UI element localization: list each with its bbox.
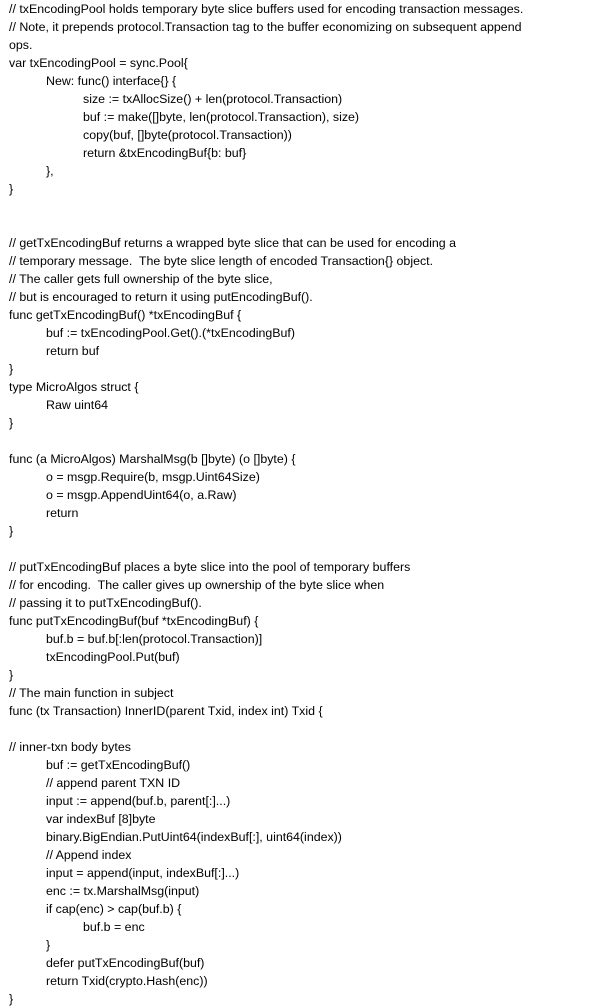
code-line: txEncodingPool.Put(buf): [46, 650, 180, 664]
code-line: return Txid(crypto.Hash(enc)): [46, 974, 208, 988]
blank-line: [9, 540, 587, 558]
code-document: [9, 0, 587, 1008]
code-line: func (tx Transaction) InnerID(parent Txid, index int) Txid {: [9, 704, 323, 718]
code-line: Raw uint64: [46, 398, 108, 412]
code-line: }: [9, 362, 14, 376]
code-line: // passing it to putTxEncodingBuf().: [9, 596, 202, 610]
code-line: // temporary message. The byte slice length of encoded Transaction{} object.: [9, 254, 434, 268]
code-line: }: [9, 182, 14, 196]
code-line: // txEncodingPool holds temporary byte slice buffers used for encoding transaction messages.: [9, 2, 524, 16]
code-line: func getTxEncodingBuf() *txEncodingBuf {: [9, 308, 242, 322]
code-line: buf := make([]byte, len(protocol.Transaction), size): [83, 110, 360, 124]
code-line: var indexBuf [8]byte: [46, 812, 156, 826]
code-line: },: [46, 164, 54, 178]
blank-line: [9, 432, 587, 450]
code-line: return &txEncodingBuf{b: buf}: [83, 146, 247, 160]
code-line: buf.b = buf.b[:len(protocol.Transaction)]: [46, 632, 263, 646]
code-line: // Append index: [46, 848, 132, 862]
code-line: buf := txEncodingPool.Get().(*txEncodingBuf): [46, 326, 295, 340]
code-line: return: [46, 506, 79, 520]
code-line: // The main function in subject: [9, 686, 174, 700]
code-line: size := txAllocSize() + len(protocol.Transaction): [83, 92, 343, 106]
code-line: return buf: [46, 344, 100, 358]
code-line: // Note, it prepends protocol.Transaction tag to the buffer economizing on subsequent append: [9, 20, 522, 34]
code-line: defer putTxEncodingBuf(buf): [46, 956, 205, 970]
code-line: // but is encouraged to return it using putEncodingBuf().: [9, 290, 313, 304]
blank-line: [9, 198, 587, 216]
code-line: copy(buf, []byte(protocol.Transaction)): [83, 128, 292, 142]
code-line: }: [46, 938, 51, 952]
code-line: // The caller gets full ownership of the byte slice,: [9, 272, 273, 286]
code-line: // for encoding. The caller gives up ownership of the byte slice when: [9, 578, 385, 592]
code-line: enc := tx.MarshalMsg(input): [46, 884, 200, 898]
blank-line: [9, 720, 587, 738]
code-line: type MicroAlgos struct {: [9, 380, 139, 394]
code-line: var txEncodingPool = sync.Pool{: [9, 56, 188, 70]
code-line: // getTxEncodingBuf returns a wrapped byte slice that can be used for encoding a: [9, 236, 457, 250]
code-line: func putTxEncodingBuf(buf *txEncodingBuf) {: [9, 614, 259, 628]
code-line: o = msgp.AppendUint64(o, a.Raw): [46, 488, 237, 502]
code-line: buf.b = enc: [83, 920, 145, 934]
blank-line: [9, 216, 587, 234]
code-line: buf := getTxEncodingBuf(): [46, 758, 191, 772]
code-line: input = append(input, indexBuf[:]...): [46, 866, 240, 880]
code-line: o = msgp.Require(b, msgp.Uint64Size): [46, 470, 260, 484]
code-line: }: [9, 992, 14, 1006]
code-line: // append parent TXN ID: [46, 776, 181, 790]
code-line: ops.: [9, 38, 33, 52]
code-line: if cap(enc) > cap(buf.b) {: [46, 902, 182, 916]
code-line: }: [9, 668, 14, 682]
code-line: }: [9, 416, 14, 430]
code-line: // inner-txn body bytes: [9, 740, 131, 754]
code-line: // putTxEncodingBuf places a byte slice into the pool of temporary buffers: [9, 560, 411, 574]
code-line: }: [9, 524, 14, 538]
code-line: input := append(buf.b, parent[:]...): [46, 794, 231, 808]
code-line: func (a MicroAlgos) MarshalMsg(b []byte) (o []byte) {: [9, 452, 296, 466]
code-line: binary.BigEndian.PutUint64(indexBuf[:], uint64(index)): [46, 830, 342, 844]
code-line: New: func() interface{} {: [46, 74, 177, 88]
